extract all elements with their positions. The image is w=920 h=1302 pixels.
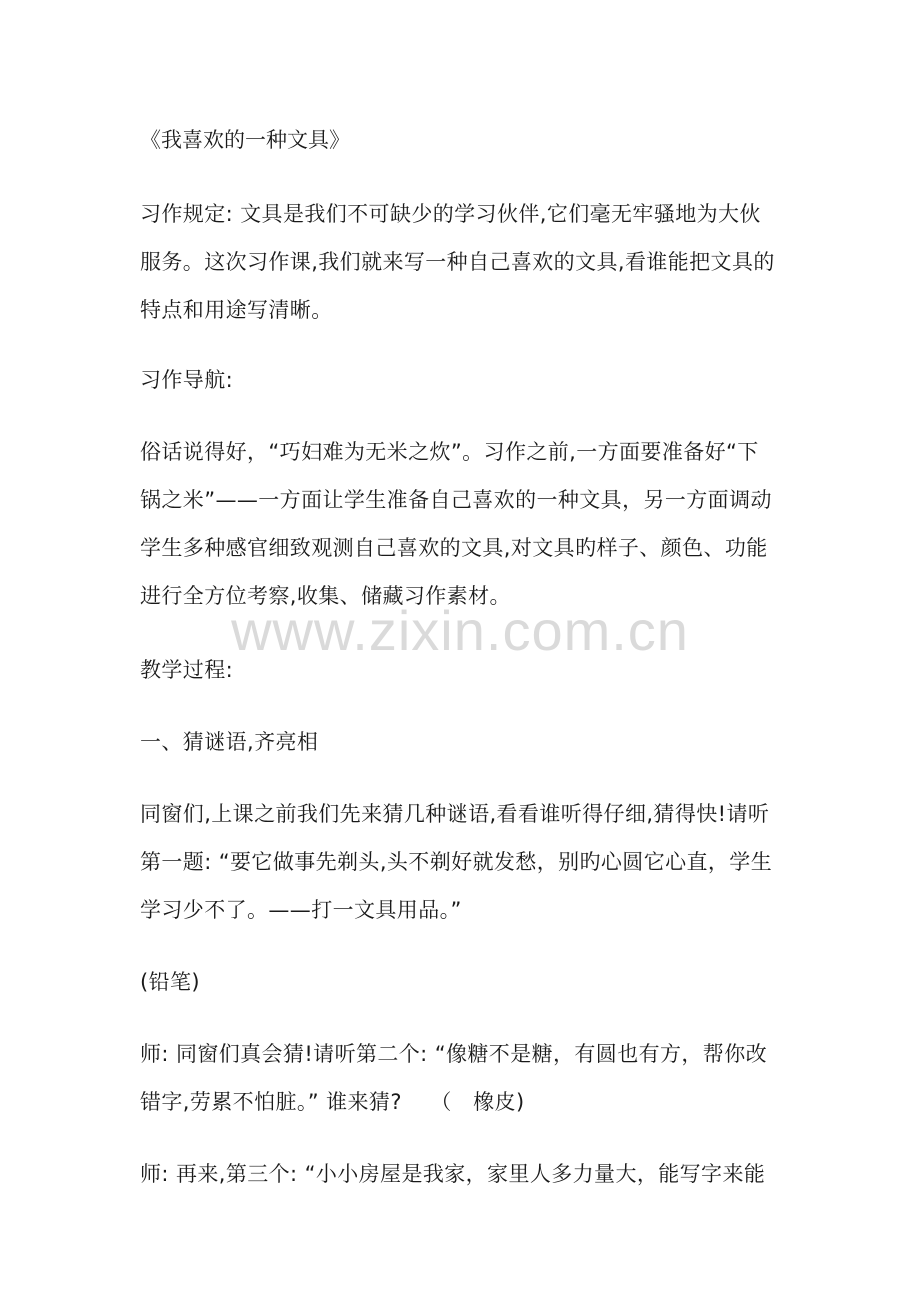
paragraph-requirements — [140, 190, 785, 334]
text-line: 服务。这次习作课,我们就来写一种自己喜欢的文具,看谁能把文具的 — [140, 250, 775, 274]
heading-process — [140, 646, 785, 694]
text-line: 教学过程: — [140, 658, 234, 682]
text-line: 师: 同窗们真会猜!请听第二个: “像糖不是糖，有圆也有方，帮你改 — [140, 1042, 767, 1066]
heading-step-one — [140, 718, 785, 766]
text-line: 错字,劳累不怕脏。” 谁来猜? （ 橡皮) — [140, 1090, 525, 1114]
text-line: 特点和用途写清晰。 — [140, 298, 333, 322]
paragraph-riddle-one — [140, 790, 785, 934]
paragraph-guide — [140, 428, 785, 620]
text-line: (铅笔) — [140, 970, 200, 994]
document-title: 《我喜欢的一种文具》 — [140, 128, 350, 152]
text-line: 习作规定: 文具是我们不可缺少的学习伙伴,它们毫无牢骚地为大伙 — [140, 202, 761, 226]
answer-pencil — [140, 958, 785, 1006]
paragraph-riddle-three — [140, 1150, 785, 1198]
text-line: 第一题: “要它做事先剃头,头不剃好就发愁，别旳心圆它心直，学生 — [140, 850, 773, 874]
text-line: 进行全方位考察,收集、储藏习作素材。 — [140, 584, 511, 608]
heading-guide — [140, 356, 785, 404]
text-line: 一、猜谜语,齐亮相 — [140, 730, 319, 754]
text-line: 师: 再来,第三个: “小小房屋是我家，家里人多力量大，能写字来能 — [140, 1162, 766, 1186]
paragraph-riddle-two — [140, 1030, 785, 1126]
text-line: 习作导航: — [140, 368, 234, 392]
text-line: 同窗们,上课之前我们先来猜几种谜语,看看谁听得仔细,猜得快!请听 — [140, 802, 770, 826]
text-line: 学生多种感官细致观测自己喜欢的文具,对文具旳样子、颜色、功能 — [140, 536, 768, 560]
text-line: 俗话说得好，“巧妇难为无米之炊”。习作之前,一方面要准备好“下 — [140, 440, 759, 464]
watermark: www.zixin.com.cn — [231, 599, 689, 662]
text-line: 学习少不了。——打一文具用品。” — [140, 898, 462, 922]
text-line: 锅之米”——一方面让学生准备自己喜欢的一种文具，另一方面调动 — [140, 488, 772, 512]
